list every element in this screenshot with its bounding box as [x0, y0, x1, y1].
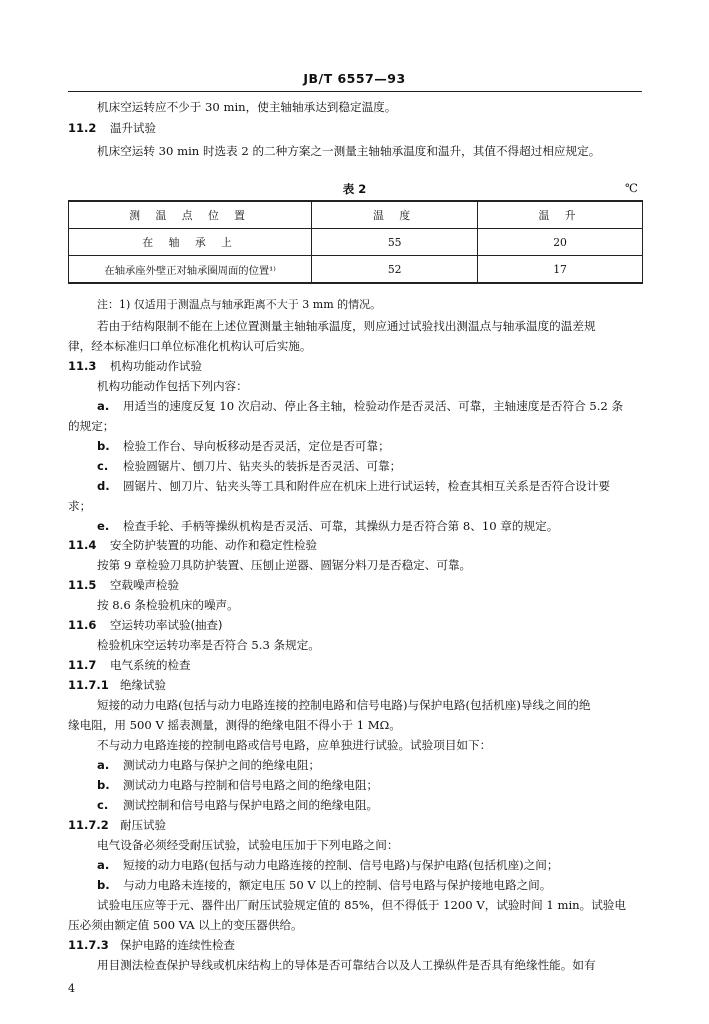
section-title: 空运转功率试验(抽查): [110, 618, 223, 632]
paragraph-line: 电气设备必须经受耐压试验，试验电压加于下列电路之间：: [97, 838, 399, 852]
table-cell: 55: [312, 229, 478, 256]
section-title: 电气系统的检查: [110, 658, 191, 672]
paragraph-line: 试验电压应等于元、器件出厂耐压试验规定值的 85%，但不得低于 1200 V，试验时间 1 min。试验电: [97, 898, 626, 912]
list-item: [97, 857, 558, 873]
list-text: 与动力电路未连接的，额定电压 50 V 以上的控制、信号电路与保护接地电路之间。: [123, 878, 552, 892]
page-number: 4: [68, 982, 75, 995]
section-number: 11.7: [68, 658, 97, 672]
section-number: 11.7.3: [68, 938, 109, 952]
list-text: 检验圆锯片、刨刀片、钻夹头的装拆是否灵活、可靠；: [123, 459, 402, 473]
list-item: [97, 478, 610, 494]
list-text: 检验工作台、导向板移动是否灵活，定位是否可靠；: [123, 439, 390, 453]
list-text: 检查手轮、手柄等操纵机构是否灵活、可靠，其操纵力是否符合第 8、10 章的规定。: [123, 519, 559, 533]
table-cell: 17: [478, 256, 643, 284]
table-unit: ℃: [625, 181, 638, 195]
paragraph-line: 机床空运转应不少于 30 min，使主轴轴承达到稳定温度。: [97, 100, 397, 114]
paragraph-line: 按第 9 章检验刀具防护装置、压刨止逆器、圆锯分料刀是否稳定、可靠。: [97, 558, 472, 572]
section-number: 11.6: [68, 618, 97, 632]
section-number: 11.5: [68, 578, 97, 592]
section-title: 耐压试验: [120, 818, 166, 832]
list-marker: b.: [97, 878, 110, 892]
paragraph-line: 不与动力电路连接的控制电路或信号电路，应单独进行试验。试验项目如下：: [97, 738, 492, 752]
section-title: 安全防护装置的功能、动作和稳定性检验: [110, 538, 317, 552]
paragraph-line: 机床空运转 30 min 时选表 2 的二种方案之一测量主轴轴承温度和温升，其值不得超过相应规定。: [97, 144, 601, 158]
section-11-6-heading: [68, 617, 222, 633]
table-cell: 在轴承座外壁正对轴承圈周面的位置¹⁾: [69, 256, 312, 284]
section-number: 11.4: [68, 538, 97, 552]
section-11-4-heading: [68, 537, 317, 553]
table-row: [69, 229, 643, 256]
table-cell: 52: [312, 256, 478, 284]
list-text: 测试动力电路与保护之间的绝缘电阻；: [123, 758, 321, 772]
list-marker: b.: [97, 778, 110, 792]
list-item: [97, 877, 551, 893]
section-11-5-heading: [68, 577, 179, 593]
section-title: 温升试验: [110, 121, 156, 135]
table-note: 注：1) 仅适用于测温点与轴承距离不大于 3 mm 的情况。: [97, 298, 382, 311]
section-title: 保护电路的连续性检查: [120, 938, 235, 952]
table-header-cell: 温 度: [312, 201, 478, 229]
section-11-3-heading: [68, 358, 202, 374]
table-caption: 表 2: [342, 182, 367, 196]
list-marker: c.: [97, 459, 109, 473]
paragraph-line: 用目测法检查保护导线或机床结构上的导体是否可靠结合以及人工操纵件是否具有绝缘性能。如有: [97, 958, 596, 972]
list-item: [97, 458, 401, 474]
paragraph-line: 的规定；: [68, 419, 115, 433]
section-title: 机构功能动作试验: [110, 359, 202, 373]
list-marker: d.: [97, 479, 110, 493]
list-item: [97, 757, 320, 773]
table-cell: 20: [478, 229, 643, 256]
list-text: 测试控制和信号电路与保护电路之间的绝缘电阻。: [123, 798, 379, 812]
paragraph-line: 按 8.6 条检验机床的噪声。: [97, 598, 239, 612]
paragraph-line: 机构功能动作包括下列内容：: [97, 379, 248, 393]
table-header-cell: 测 温 点 位 置: [69, 201, 312, 229]
standard-code-header: JB/T 6557—93: [303, 71, 406, 86]
table-header-row: [69, 201, 643, 229]
list-marker: a.: [97, 858, 110, 872]
list-marker: b.: [97, 439, 110, 453]
temperature-table: [68, 200, 643, 284]
section-11-7-heading: [68, 657, 191, 673]
section-11-2-heading: [68, 120, 156, 136]
section-number: 11.7.1: [68, 678, 109, 692]
paragraph-line: 缘电阻，用 500 V 摇表测量，测得的绝缘电阻不得小于 1 MΩ。: [68, 718, 401, 732]
section-number: 11.7.2: [68, 818, 109, 832]
list-marker: c.: [97, 798, 109, 812]
list-text: 短接的动力电路(包括与动力电路连接的控制、信号电路)与保护电路(包括机座)之间；: [123, 858, 559, 872]
paragraph-line: 律，经本标准归口单位标准化机构认可后实施。: [68, 339, 312, 353]
table-cell: 在 轴 承 上: [69, 229, 312, 256]
list-text: 圆锯片、刨刀片、钻夹头等工具和附件应在机床上进行试运转，检查其相互关系是否符合设计要: [123, 479, 610, 493]
table-row: [69, 256, 643, 284]
header-rule: [68, 91, 642, 92]
paragraph-line: 若由于结构限制不能在上述位置测量主轴轴承温度，则应通过试验找出测温点与轴承温度的温差规: [97, 319, 596, 333]
section-number: 11.3: [68, 359, 97, 373]
table-header-cell: 温 升: [478, 201, 643, 229]
paragraph-line: 检验机床空运转功率是否符合 5.3 条规定。: [97, 638, 320, 652]
paragraph-line: 压必须由额定值 500 VA 以上的变压器供给。: [68, 918, 303, 932]
section-title: 空载噪声检验: [110, 578, 179, 592]
list-item: [97, 777, 378, 793]
list-item: [97, 398, 623, 414]
list-text: 用适当的速度反复 10 次启动、停止各主轴，检验动作是否灵活、可靠，主轴速度是否符合 5.2 条: [123, 399, 624, 413]
list-marker: a.: [97, 399, 110, 413]
list-text: 测试动力电路与控制和信号电路之间的绝缘电阻；: [123, 778, 379, 792]
section-11-7-3-heading: [68, 937, 235, 953]
section-number: 11.2: [68, 121, 97, 135]
list-marker: a.: [97, 758, 110, 772]
list-item: [97, 797, 378, 813]
paragraph-line: 求；: [68, 499, 92, 513]
section-title: 绝缘试验: [120, 678, 166, 692]
section-11-7-2-heading: [68, 817, 166, 833]
paragraph-line: 短接的动力电路(包括与动力电路连接的控制电路和信号电路)与保护电路(包括机座)导线之间的绝: [97, 698, 591, 712]
list-item: [97, 518, 558, 534]
list-item: [97, 438, 390, 454]
list-marker: e.: [97, 519, 110, 533]
section-11-7-1-heading: [68, 677, 166, 693]
